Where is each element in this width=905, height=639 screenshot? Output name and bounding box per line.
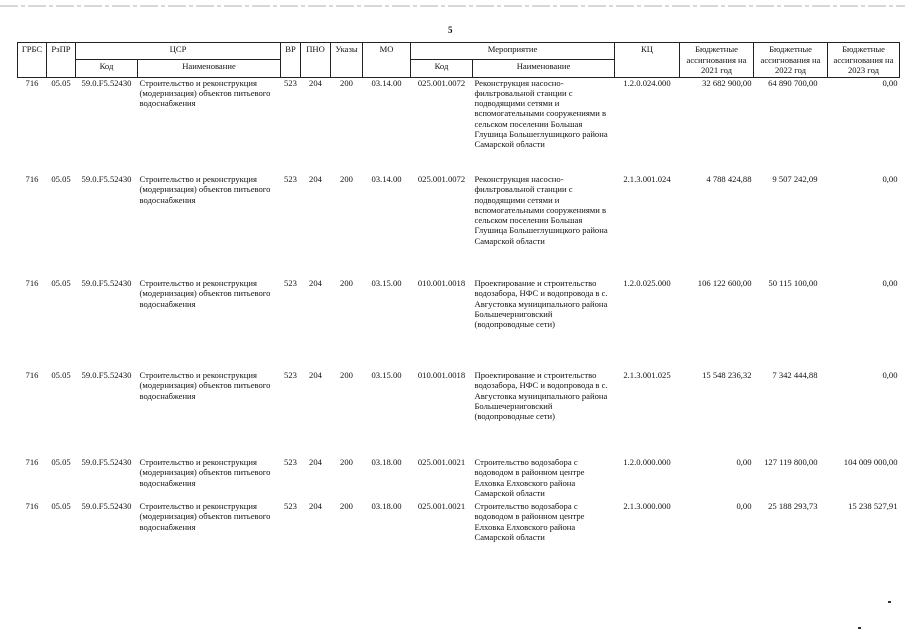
cell-event-code: 025.001.0072 (417, 174, 466, 184)
header-csr: ЦСР (76, 43, 281, 60)
cell-mo: 03.14.00 (371, 77, 402, 88)
cell-pno: 204 (309, 370, 322, 380)
cell-kc: 2.1.3.001.024 (623, 174, 671, 184)
table-row (18, 77, 900, 174)
cell-ukazy: 200 (340, 77, 353, 88)
cell-mo: 03.15.00 (371, 370, 402, 380)
cell-ukazy: 200 (340, 501, 353, 511)
cell-rzpr: 05.05 (51, 278, 71, 288)
cell-grbs: 716 (25, 174, 39, 184)
cell-vr: 523 (284, 457, 297, 467)
table-row (18, 370, 900, 457)
cell-budget-2021: 32 682 900,00 (702, 77, 752, 88)
cell-budget-2022: 9 507 242,09 (772, 174, 818, 184)
cell-mo: 03.18.00 (371, 457, 402, 467)
cell-budget-2022: 7 342 444,88 (772, 370, 818, 380)
header-kc: КЦ (615, 43, 680, 78)
cell-csr-code: 59.0.F5.52430 (81, 174, 132, 184)
cell-event-name: Проектирование и строительство водозабора, НФС и водопровода в с. Августовка муниципального района Большечерниговский (водопроводные сети) (474, 370, 608, 422)
cell-grbs: 716 (25, 370, 39, 380)
cell-event-name: Строительство водозабора с водоводом в районном центре Елховка Елховского района Самарской области (474, 501, 585, 542)
cell-pno: 204 (309, 501, 322, 511)
cell-csr-name: Строительство и реконструкция (модернизация) объектов питьевого водоснабжения (139, 501, 271, 532)
table-row (18, 501, 900, 561)
cell-csr-code: 59.0.F5.52430 (81, 457, 132, 467)
cell-budget-2021: 15 548 236,32 (702, 370, 752, 380)
cell-kc: 1.2.0.024.000 (623, 77, 671, 88)
header-event-code: Код (411, 60, 473, 77)
cell-event-name: Проектирование и строительство водозабора, НФС и водопровода в с. Августовка муниципального района Большечерниговский (водопроводные сети) (474, 278, 608, 330)
cell-mo: 03.18.00 (371, 501, 402, 511)
cell-budget-2022: 127 119 800,00 (764, 457, 818, 467)
cell-budget-2021: 4 788 424,88 (706, 174, 752, 184)
header-budget-2021: Бюджетные ассигнования на 2021 год (680, 43, 754, 78)
cell-kc: 1.2.0.025.000 (623, 278, 671, 288)
cell-grbs: 716 (25, 501, 39, 511)
cell-budget-2022: 64 890 700,00 (768, 77, 818, 88)
header-rzpr: РзПР (47, 43, 76, 78)
cell-event-code: 025.001.0021 (417, 457, 466, 467)
cell-budget-2023: 104 009 000,00 (843, 457, 898, 467)
header-grbs: ГРБС (18, 43, 47, 78)
header-mo: МО (363, 43, 411, 78)
cell-budget-2023: 0,00 (882, 278, 898, 288)
cell-pno: 204 (309, 174, 322, 184)
cell-pno: 204 (309, 77, 322, 88)
cell-budget-2021: 0,00 (736, 501, 752, 511)
cell-rzpr: 05.05 (51, 370, 71, 380)
cell-pno: 204 (309, 278, 322, 288)
cell-csr-name: Строительство и реконструкция (модернизация) объектов питьевого водоснабжения (139, 278, 271, 309)
cell-csr-name: Строительство и реконструкция (модернизация) объектов питьевого водоснабжения (139, 457, 271, 488)
header-csr-code: Код (76, 60, 138, 77)
cell-csr-code: 59.0.F5.52430 (81, 77, 132, 88)
cell-kc: 2.1.3.000.000 (623, 501, 671, 511)
cell-vr: 523 (284, 174, 297, 184)
cell-vr: 523 (284, 77, 297, 88)
cell-grbs: 716 (25, 77, 39, 88)
cell-vr: 523 (284, 370, 297, 380)
table-row (18, 278, 900, 370)
cell-csr-code: 59.0.F5.52430 (81, 278, 132, 288)
cell-rzpr: 05.05 (51, 174, 71, 184)
cell-ukazy: 200 (340, 278, 353, 288)
cell-csr-name: Строительство и реконструкция (модернизация) объектов питьевого водоснабжения (139, 77, 271, 109)
cell-event-name: Реконструкция насосно-фильтровальной станции с подводящими сетями и вспомогательными сооружениями в сельском поселении Большая Глушица Большеглушицкого района Самарской области (474, 77, 608, 150)
header-pno: ПНО (301, 43, 331, 78)
cell-budget-2023: 0,00 (882, 77, 898, 88)
cell-grbs: 716 (25, 457, 39, 467)
cell-rzpr: 05.05 (51, 77, 71, 88)
cell-budget-2023: 0,00 (882, 370, 898, 380)
cell-rzpr: 05.05 (51, 457, 71, 467)
cell-rzpr: 05.05 (51, 501, 71, 511)
cell-csr-code: 59.0.F5.52430 (81, 370, 132, 380)
cell-csr-name: Строительство и реконструкция (модернизация) объектов питьевого водоснабжения (139, 370, 271, 401)
scan-speck (888, 601, 891, 603)
cell-budget-2021: 0,00 (736, 457, 752, 467)
cell-vr: 523 (284, 278, 297, 288)
cell-event-code: 010.001.0018 (417, 278, 466, 288)
cell-csr-name: Строительство и реконструкция (модернизация) объектов питьевого водоснабжения (139, 174, 271, 205)
header-vr: ВР (281, 43, 301, 78)
header-event: Мероприятие (411, 43, 615, 60)
scan-top-border (0, 3, 905, 9)
cell-csr-code: 59.0.F5.52430 (81, 501, 132, 511)
cell-ukazy: 200 (340, 370, 353, 380)
cell-vr: 523 (284, 501, 297, 511)
cell-budget-2022: 25 188 293,73 (768, 501, 818, 511)
budget-table (17, 42, 900, 561)
header-budget-2023: Бюджетные ассигнования на 2023 год (828, 43, 900, 78)
header-budget-2022: Бюджетные ассигнования на 2022 год (754, 43, 828, 78)
cell-mo: 03.15.00 (371, 278, 402, 288)
cell-budget-2022: 50 115 100,00 (768, 278, 818, 288)
table-row (18, 174, 900, 278)
cell-ukazy: 200 (340, 457, 353, 467)
cell-event-name: Реконструкция насосно-фильтровальной станции с подводящими сетями и вспомогательными сооружениями в сельском поселении Большая Глушица Большеглушицкого района Самарской области (474, 174, 608, 246)
cell-event-code: 025.001.0021 (417, 501, 466, 511)
cell-mo: 03.14.00 (371, 174, 402, 184)
cell-budget-2023: 15 238 527,91 (848, 501, 898, 511)
cell-ukazy: 200 (340, 174, 353, 184)
cell-grbs: 716 (25, 278, 39, 288)
cell-pno: 204 (309, 457, 322, 467)
cell-event-code: 010.001.0018 (417, 370, 466, 380)
cell-kc: 2.1.3.001.025 (623, 370, 671, 380)
page-number: 5 (448, 25, 453, 35)
header-ukazy: Указы (331, 43, 363, 78)
header-event-name: Наименование (473, 60, 615, 77)
table-body (18, 77, 900, 561)
header-csr-name: Наименование (138, 60, 281, 77)
cell-event-name: Строительство водозабора с водоводом в районном центре Елховка Елховского района Самарской области (474, 457, 585, 498)
cell-kc: 1.2.0.000.000 (623, 457, 671, 467)
cell-event-code: 025.001.0072 (417, 77, 466, 88)
table-row (18, 457, 900, 501)
cell-budget-2021: 106 122 600,00 (697, 278, 752, 288)
scan-speck (858, 627, 861, 629)
cell-budget-2023: 0,00 (882, 174, 898, 184)
